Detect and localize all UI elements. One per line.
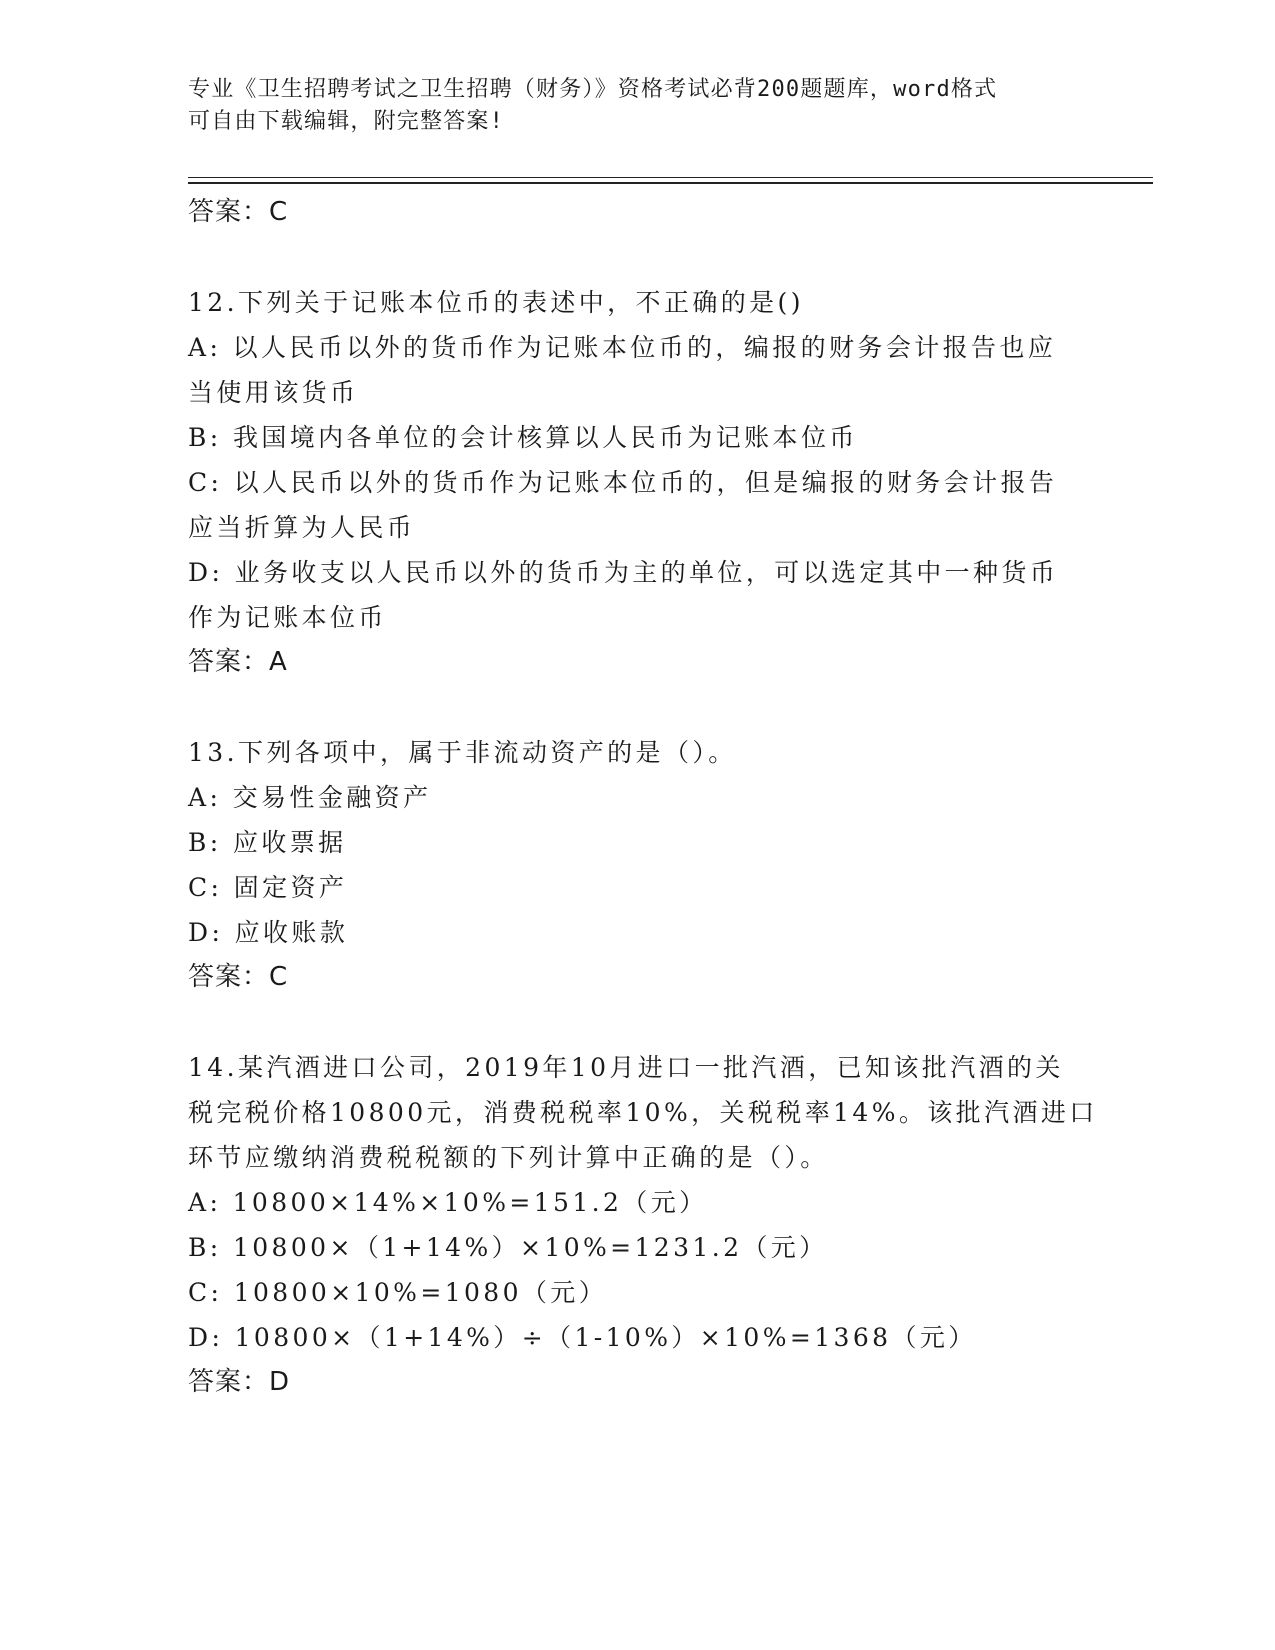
- question-text-continued: 税完税价格10800元，消费税税率10%，关税税率14%。该批汽酒进口: [188, 1098, 1098, 1127]
- option-d: D: 应收账款: [188, 918, 349, 947]
- option-a: A: 交易性金融资产: [188, 783, 432, 812]
- spacer: [188, 685, 1088, 730]
- question-text-continued: 环节应缴纳消费税税额的下列计算中正确的是（）。: [188, 1143, 829, 1172]
- question-text: 14.某汽酒进口公司，2019年10月进口一批汽酒，已知该批汽酒的关: [188, 1053, 1064, 1082]
- option-c-continued: 应当折算为人民币: [188, 513, 416, 542]
- question-14: [188, 1045, 1098, 1405]
- answer-label: 答案：D: [188, 1367, 291, 1397]
- document-header: [188, 74, 1068, 138]
- option-b: B: 应收票据: [188, 828, 347, 857]
- option-d: D: 10800×（1+14%）÷（1-10%）×10%=1368（元）: [188, 1323, 977, 1352]
- spacer: [188, 1000, 1088, 1045]
- header-line-2: 可自由下载编辑，附完整答案!: [188, 109, 505, 134]
- header-line-1: 专业《卫生招聘考试之卫生招聘（财务）》资格考试必背200题题库，word格式: [188, 77, 998, 102]
- option-d-continued: 作为记账本位币: [188, 603, 387, 632]
- option-b: B: 我国境内各单位的会计核算以人民币为记账本位币: [188, 423, 858, 452]
- option-c: C: 以人民币以外的货币作为记账本位币的，但是编报的财务会计报告: [188, 468, 1058, 497]
- answer-label: 答案：A: [188, 647, 288, 677]
- question-list: [188, 190, 1098, 1405]
- option-c: C: 10800×10%=1080（元）: [188, 1278, 608, 1307]
- answer-label: 答案：C: [188, 962, 289, 992]
- header-divider-thick: [188, 182, 1153, 184]
- header-divider-thin: [188, 177, 1153, 178]
- option-d: D: 业务收支以人民币以外的货币为主的单位，可以选定其中一种货币: [188, 558, 1059, 587]
- question-13: [188, 730, 1088, 1000]
- spacer: [188, 235, 1088, 280]
- option-b: B: 10800×（1+14%）×10%=1231.2（元）: [188, 1233, 828, 1262]
- option-c: C: 固定资产: [188, 873, 348, 902]
- previous-answer: 答案：C: [188, 197, 289, 227]
- option-a: A: 以人民币以外的货币作为记账本位币的，编报的财务会计报告也应: [188, 333, 1057, 362]
- option-a: A: 10800×14%×10%=151.2（元）: [188, 1188, 708, 1217]
- option-a-continued: 当使用该货币: [188, 378, 359, 407]
- question-text: 12.下列关于记账本位币的表述中，不正确的是(): [188, 288, 804, 317]
- question-text: 13.下列各项中，属于非流动资产的是（）。: [188, 738, 737, 767]
- question-12: [188, 280, 1088, 685]
